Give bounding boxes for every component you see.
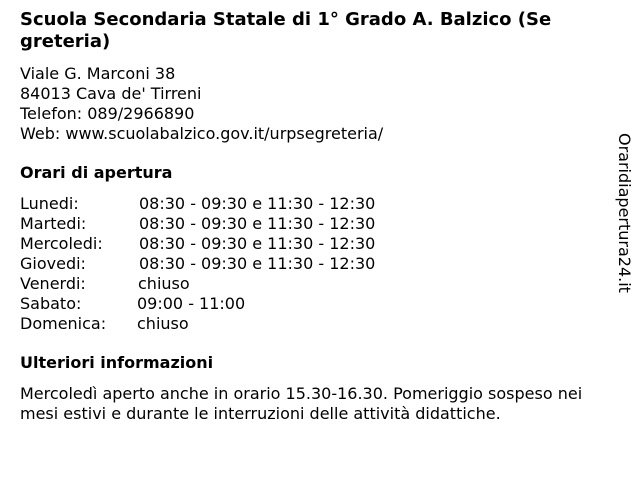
day-label: Sabato: bbox=[20, 294, 82, 313]
day-label: Mercoledi: bbox=[20, 234, 103, 253]
more-info-heading: Ulteriori informazioni bbox=[20, 353, 214, 372]
day-label: Domenica: bbox=[20, 314, 107, 333]
more-info-text: Mercoledì aperto anche in orario 15.30-16.30. Pomeriggio sospeso nei mesi estivi e durante le interruzioni delle attività didattiche. bbox=[20, 384, 583, 423]
day-label: Martedi: bbox=[20, 214, 87, 233]
hours-value: 08:30 - 09:30 e 11:30 - 12:30 bbox=[139, 194, 376, 213]
day-label: Giovedi: bbox=[20, 254, 86, 273]
page-title: Scuola Secondaria Statale di 1° Grado A. Balzico (Se greteria) bbox=[20, 9, 552, 52]
hours-value: 09:00 - 11:00 bbox=[137, 294, 246, 313]
day-label: Venerdi: bbox=[20, 274, 86, 293]
hours-value: chiuso bbox=[138, 274, 190, 293]
street-address: Viale G. Marconi 38 bbox=[20, 64, 176, 83]
address-block bbox=[20, 64, 383, 144]
hours-value: 08:30 - 09:30 e 11:30 - 12:30 bbox=[139, 214, 376, 233]
day-label: Lunedi: bbox=[20, 194, 79, 213]
website-link[interactable]: Web: www.scuolabalzico.gov.it/urpsegreteria/ bbox=[20, 124, 384, 143]
phone-number: Telefon: 089/2966890 bbox=[20, 104, 195, 123]
hours-value: chiuso bbox=[137, 314, 189, 333]
side-brand-watermark: Oraridiapertura24.it bbox=[615, 133, 634, 293]
hours-value: 08:30 - 09:30 e 11:30 - 12:30 bbox=[139, 234, 376, 253]
city-address: 84013 Cava de' Tirreni bbox=[20, 84, 202, 103]
hours-value: 08:30 - 09:30 e 11:30 - 12:30 bbox=[139, 254, 376, 273]
opening-hours-heading: Orari di apertura bbox=[20, 163, 173, 182]
